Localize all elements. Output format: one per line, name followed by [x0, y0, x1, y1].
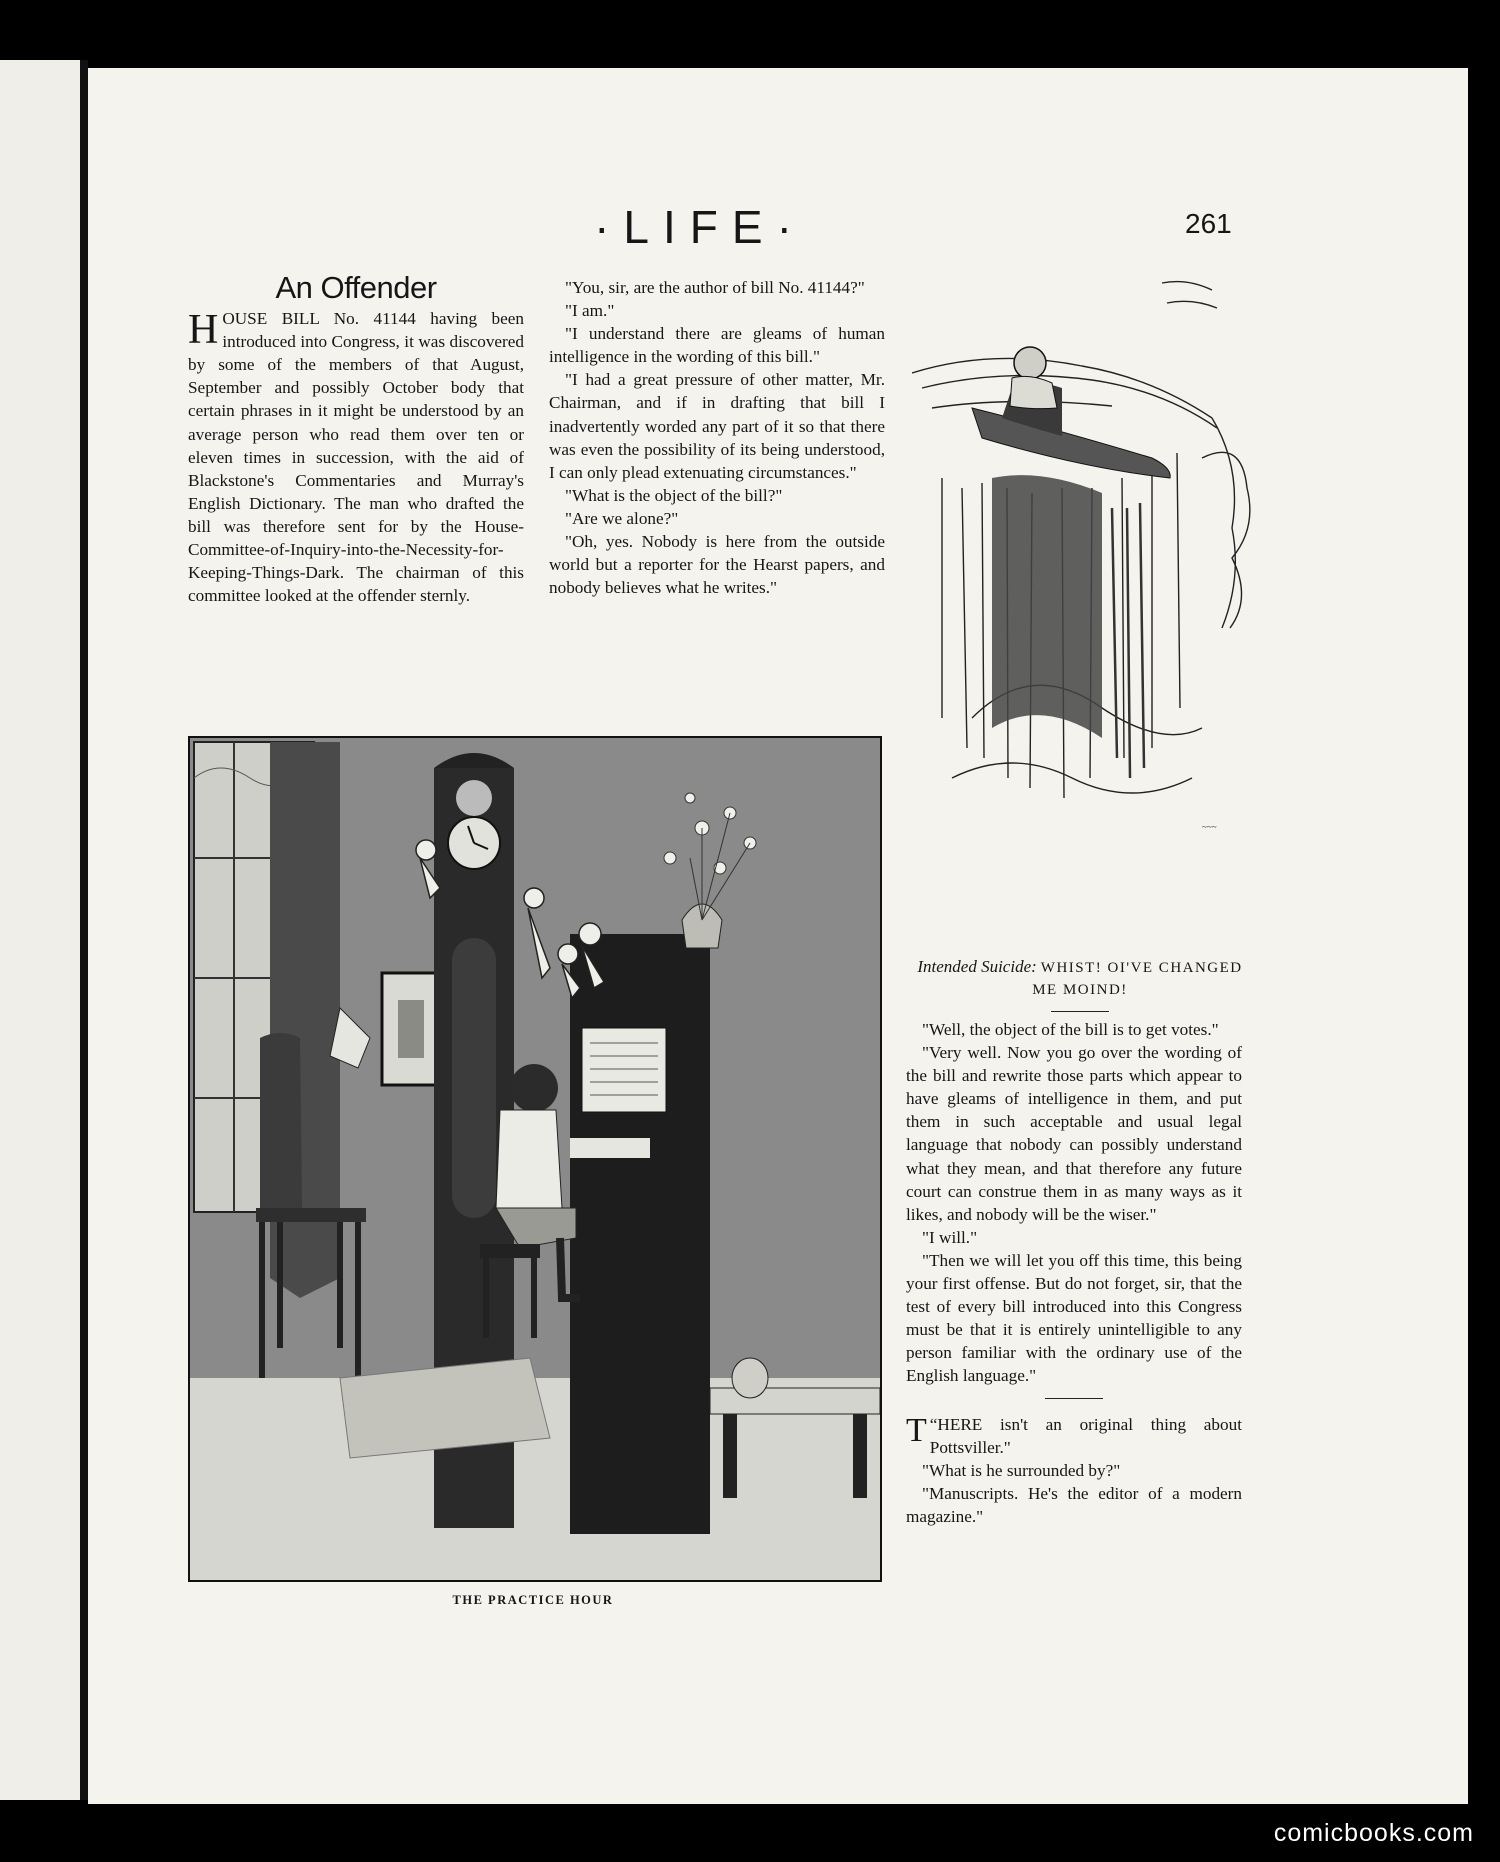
- watermark: comicbooks.com: [1273, 1819, 1474, 1847]
- dialogue-paragraph: "Well, the object of the bill is to get votes.": [922, 1020, 1219, 1039]
- dialogue-paragraph: "I will.": [922, 1227, 978, 1247]
- dialogue-paragraph: "You, sir, are the author of bill No. 41144?": [565, 278, 865, 297]
- dialogue-paragraph: "Very well. Now you go over the wording of the bill and rewrite those parts which appear to have gleams of intelligence in them, and put them in such acceptable and usual legal language that nobody can possibly understand what they mean, and that therefore any future court can construe them in as many ways as it likes, and nobody will be the wiser.": [906, 1043, 1242, 1224]
- piano-caption: THE PRACTICE HOUR: [452, 1593, 614, 1607]
- practice-hour-drawing: [190, 738, 880, 1580]
- drop-cap: H: [188, 307, 219, 354]
- page-number: 261: [1185, 208, 1232, 239]
- dialogue-paragraph: "I understand there are gleams of human intelligence in the wording of this bill.": [549, 324, 885, 367]
- intended-suicide-illustration: [912, 278, 1252, 908]
- joke-line: HERE isn't an original thing about Pottsviller.": [929, 1414, 1242, 1457]
- page-gutter: [80, 60, 88, 1800]
- joke-line: "Manuscripts. He's the editor of a modern magazine.": [906, 1483, 1242, 1526]
- lead-text: OUSE BILL No. 41144 having been introduced into Congress, it was discovered by some of the members of that August, September and possibly October body that certain phrases in it might be understood by an average person who read them over ten or eleven times in succession, with the aid of Blackstone's Commentaries and Murray's English Dictionary. The man who drafted the bill was therefore sent for by the House-Committee-of-Inquiry-into-the-Necessity-for-Keeping-Things-Dark. The chairman of this committee looked at the offender sternly.: [188, 309, 524, 606]
- article-column-2: [549, 276, 885, 599]
- article-lead-paragraph: [188, 307, 524, 607]
- dialogue-paragraph: "Then we will let you off this time, this being your first offense. But do not forget, sir, that the test of every bill introduced into this Congress must be that it is entirely unintelligible to any person familiar with the ordinary use of the English language.": [906, 1250, 1242, 1386]
- facing-page-edge: [0, 60, 80, 1800]
- dialogue-paragraph: "Are we alone?": [565, 508, 679, 528]
- masthead-title: LIFE: [623, 201, 777, 253]
- dialogue-paragraph: "Oh, yes. Nobody is here from the outside world but a reporter for the Hearst papers, and nobody believes what he writes.": [549, 532, 885, 598]
- caption-smallcaps: WHIST! OI'VE CHANGED ME MOIND!: [1032, 960, 1243, 998]
- joke-paragraph: [906, 1413, 1242, 1459]
- caption-italic: Intended Suicide:: [917, 957, 1037, 976]
- illustration-caption: [910, 956, 1250, 1026]
- divider-rule: [1051, 1011, 1109, 1012]
- practice-hour-illustration: [188, 736, 882, 1582]
- open-quote: “: [929, 1414, 938, 1434]
- dialogue-paragraph: "I am.": [565, 301, 615, 321]
- divider-rule: [1045, 1398, 1103, 1399]
- joke-line: "What is he surrounded by?": [922, 1460, 1121, 1480]
- dialogue-paragraph: "I had a great pressure of other matter, Mr. Chairman, and if in drafting that bill I inadvertently worded any part of it so that there was even the possibility of its being understood, I can only plead extenuating circumstances.": [549, 370, 885, 482]
- masthead-dot-left: ·: [594, 201, 624, 253]
- masthead: [520, 200, 880, 254]
- drop-cap: T: [906, 1411, 927, 1449]
- article-column-3: [906, 1018, 1242, 1528]
- masthead-dot-right: ·: [776, 201, 806, 253]
- article-column-1: [188, 270, 524, 607]
- dialogue-paragraph: "What is the object of the bill?": [565, 485, 783, 505]
- svg-text:~~~: ~~~: [1202, 822, 1217, 832]
- article-headline: An Offender: [275, 270, 437, 305]
